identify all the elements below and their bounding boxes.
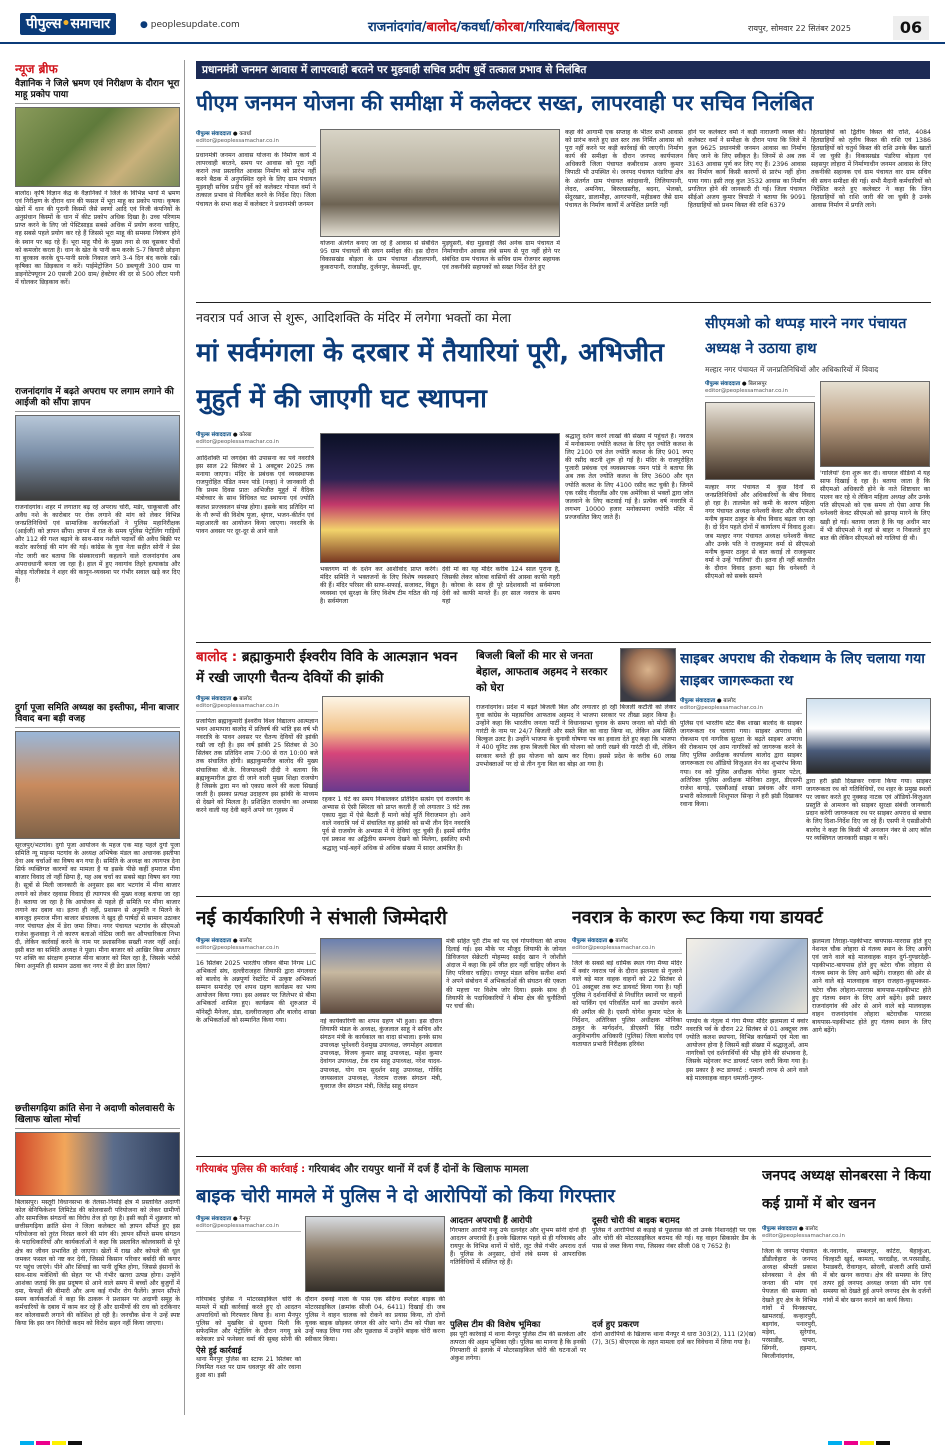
region-gariaband: गरियाबंद: [528, 20, 570, 35]
story6-byline: पीपुल्स संवाददाता ● बालोद editor@peoplessamachar.co.in: [680, 698, 802, 716]
news-brief-sidebar: [15, 60, 185, 1415]
story9-kicker-text: गरियाबंद और रायपुर थानों में दर्ज हैं दोनों के खिलाफ मामला: [308, 1164, 529, 1175]
story9-col-4b: दोनों आरोपियों के खिलाफ थाना मैनपुर में धारा 303(2), 111 (2)(ख)(7), 3(5) बीएनएस के तहत मामला दर्ज कर विवेचना में लिया गया है।: [592, 1331, 756, 1347]
brief-4-headline: छत्तीसगढ़िया क्रांति सेना ने अदाणी कोलवासरी के खिलाफ खोला मोर्चा: [15, 1104, 180, 1129]
story4-byline-name: पीपुल्स संवाददाता: [196, 696, 232, 702]
story3-photo-officials: [820, 381, 930, 467]
region-bilaspur: बिलासपुर: [574, 20, 620, 35]
story8-photo-route: [686, 938, 808, 1014]
region-strip: राजनांदगांव/बालोद/कवर्धा/कोरबा/गरियाबंद/बिलासपुर: [368, 20, 620, 35]
globe-icon: ●: [140, 20, 148, 30]
story5-photo-portrait: [620, 648, 676, 702]
story7-headline: नई कार्यकारिणी ने संभाली जिम्मेदारी: [196, 907, 447, 929]
swatch-yellow-2: [860, 1441, 874, 1445]
story4-byline-place: बालोद: [239, 696, 252, 702]
swatch-black: [68, 1441, 82, 1445]
swatch-magenta: [36, 1441, 50, 1445]
lead-bottom-rule: [196, 302, 931, 303]
region-rajnandgaon: राजनांदगांव: [368, 20, 422, 35]
website-label: [140, 20, 240, 30]
brief-1-headline: वैज्ञानिक ने जिले भ्रमण एवं निरीक्षण के दौरान भूरा माहू प्रकोप पाया: [15, 79, 180, 104]
lead-col-1: प्रधानमंत्री जनमन आवास योजना के निर्माण कार्य में लापरवाही बरतने, समय पर आवास को पूरा नहीं कराने तथा प्रस्तावित आवास निर्माण को प्रारंभ नहीं करने बैठक में अनुपस्थित रहने के लिए ग्राम पंचायत मुड़वाही सचिव प्रदीप धुर्वे को कलेक्टर गोपाल वर्मा ने तत्काल प्रभाव से निलंबित करने के निर्देश दिए। जिला पंचायत के सभा कक्ष में कलेक्टर ने प्रधानमंत्री जनमन: [196, 152, 316, 208]
story4-col-2: रहकर 1 घंटे का समय निकालकर प्रतिदिन सत्संग एवं राजयोग के अभ्यास से ऐसी स्थिरता को प्राप्त करती हैं जो लगातार 3 घंटे तक एकाग्र मुद्रा में ऐसे बैठती हैं मानो कोई मूर्ति विराजमान हो। आने वाले नवरात्रि पर्व में संचालित यह झांकी को सभी तीन दिन नवरात्रि पूर्व से राजयोग के अभ्यास में ये देवियां जुट चुकी हैं। इसमें संगीत एवं प्रकाश का अद्वितीय समन्वय देखने को मिलेगा, इसलिए सभी श्रद्धालु भाई-बहनें अधिक से अधिक संख्या में सादर आमंत्रित हैं।: [322, 796, 470, 852]
story9-col-2: दौरान दबनई नाला के पास एक संदिग्ध स्प्लेंडर बाइक की मोटरसाइकिल (क्रमांक सीजी 04, 6411) दिखाई दी। जब पुलिस ने वाहन चालक को रोकने का प्रयास किया, तो दोनों युवक बाइक छोड़कर जंगल की ओर भागे। टीम को पीछा कर उन्हें पकड़ लिया गया और पूछताछ में उन्होंने बाइक चोरी करना स्वीकार किया।: [305, 1296, 445, 1344]
swatch-black-2: [876, 1441, 890, 1445]
story3-headline: सीएमओ को थप्पड़ मारने नगर पंचायत अध्यक्ष ने उठाया हाथ: [705, 316, 907, 357]
story2-byline-email: editor@peoplessamachar.co.in: [196, 439, 279, 445]
lead-byline-name: पीपुल्स संवाददाता: [196, 131, 232, 137]
story9-col-4: पुलिस ने आरोपियों से कड़ाई से पूछताछ की तो उनके निशानदेही पर एक और चोरी की मोटरसाइकिल बरामद की गई। यह वाहन सिकासेर डैम के पास से जब्त किया गया, जिसका नंबर सीजी 08 ए 7652 है।: [592, 1227, 756, 1251]
story9-byline-name: पीपुल्स संवाददाता: [196, 1216, 232, 1222]
story2-col-3: देवी मां का यह मंदिर करीब 124 साल पुराना है, जिसकी लेकर कोरबा वासियों की आस्था काफी गहरी है। कोरबा के साथ ही पूरे प्रदेशवासी मां सर्वमंगला देवी को काफी मानते हैं। हर साल नवरात्र के समय यहां: [442, 566, 560, 606]
brief-2-photo: [15, 415, 180, 501]
story4-headline-text: ब्रह्माकुमारी ईश्वरीय विवि के आत्मज्ञान भवन में रखी जाएगी चैतन्य देवियों की झांकी: [196, 649, 458, 686]
story4-byline-email: editor@peoplessamachar.co.in: [196, 703, 279, 709]
story9-col-1b: थाना मैनपुर पुलिस का स्टाफ 21 सितंबर को नियमित गश्त पर ग्राम धवलपुर की ओर रवाना हुआ था। इसी: [196, 1356, 301, 1380]
story3-subhead: मल्हार नगर पंचायत में जनप्रतिनिधियों और अधिकारियों में विवाद: [705, 365, 879, 374]
brief-4-body: बिलासपुर। मस्तूरी विधानसभा के तेलसा-निर्माई क्षेत्र में प्रस्तावित अदाणी कोल बेनिफिकेशन लिमिटेड की कोलवासरी परियोजना को लेकर ग्रामीणों और सामाजिक संगठनों का विरोध तेज हो रहा है। इसी कड़ी में शुक्रवार को छत्तीसगढ़िया क्रांति सेना ने जिला कलेक्टर को ज्ञापन सौंपते हुए इस परियोजना को तुरंत निरस्त करने की मांग की। ज्ञापन सौंपते समय संगठन के पदाधिकारियों और कार्यकर्ताओं ने कहा कि प्रस्तावित कोलवासरी से पूरे क्षेत्र का जीवन प्रभावित हो जाएगा। खेतों में राख और कोयले की धूल जमकर फसल को नष्ट कर देगी, जिससे किसान परिवार बर्बादी की कगार पर पहुंच जाएंगे। पीने और सिंचाई का पानी दूषित होगा, जिससे इंसानों के साथ-साथ मवेशियों की सेहत पर भी गंभीर खतरा उत्पन्न होगा। उन्होंने आशंका जताई कि इस प्रदूषण से आने वाले समय में बच्चों और बुजुर्गों में दमा, फेफड़ों की बीमारी और अन्य कई गंभीर रोग फैलेंगे। ज्ञापन सौंपते समय कार्यकर्ताओं ने कहा कि ठाकरू ने प्रशासन पर अदाणी समूह के कर्मचारियों के दबाव में काम कर रहे हैं और ग्रामीणों की राय को दरकिनार कर कोलवासरी लगाने की कोशिश हो रही है। जनचौक सेना ने उन्हें स्पष्ट किया कि इस जन विरोधी कदम को विरोध सहन नहीं किया जाएगा।: [15, 1199, 180, 1328]
page-number: 06: [893, 16, 929, 40]
story3-byline-name: पीपुल्स संवाददाता: [705, 381, 741, 387]
story4-byline: पीपुल्स संवाददाता ● बालोद editor@peoplessamachar.co.in: [196, 696, 318, 714]
story8-headline: नवरात्र के कारण रूट किया गया डायवर्ट: [572, 908, 823, 928]
story2-byline-place: कोरबा: [239, 432, 252, 438]
lead-col-5: होने पर कलेक्टर वर्मा ने कड़ी नाराजगी व्यक्त की। कलेक्टर वर्मा ने समीक्षा के दौरान पाया कि जिले में कुल 9625 प्रधानमंत्री जनमन आवास का निर्माण किए जाने के लिए स्वीकृत है। जिनमें से अब तक 3163 आवास पूर्ण कर लिए गए हैं। 2396 आवास का निर्माण कार्य किसी कारणों से प्रारंभ नहीं होना पाया गया। इसी तरह कुल 3532 आवास का निर्माण प्रगतिरत होने की जानकारी दी गई। जिला पंचायत सीईओ अजय कुमार त्रिपाठी ने बताया कि 9091 हितग्राहियों को प्रथम किस्त की राशि 6379: [688, 129, 806, 209]
lead-kicker-text: प्रधानमंत्री जनमन आवास में लापरवाही बरतने पर मुड़वाही सचिव प्रदीप धुर्वे तत्काल प्रभाव से निलंबित: [202, 64, 587, 76]
story3-photo-office: [705, 402, 815, 480]
story9-sub5: दर्ज हुए प्रकरण: [592, 1320, 639, 1330]
brief-3-body: सूरजपुर/भटगांव। दुर्गा पूजा आयोजन के महज एक माह पहले दुर्गा पूजा समिति न्यू माइन्स पटगांव के अध्यक्ष अभिषेक मंडल का अचानक इस्तीफा देना अब चर्चाओं का विषय बन गया है। समिति के अध्यक्ष का त्यागपत्र देना सिर्फ व्यक्तिगत कारणों का मामला है या इसके पीछे कहीं हमराज मीना बाजार विवाद तो नहीं छिपा है, यह अब चर्चा का सबसे बड़ा विषय बन गया है। सूत्रों से मिली जानकारी के अनुसार इस बार भटगांव में मीना बाजार लगाने को लेकर रहवास विवाद ही त्यागपत्र की मुख्य वजह बताया जा रहा है। बताया जा रहा है कि आयोजन से पहले ही समिति पर मीना बाजार लगाने का दबाव था। इतना ही नहीं, प्रशासन से अनुमति न मिलने के बावजूद हमराज मीना बाजार संचालक ने खुद ही पार्षदों से सामान उठाकर नगर पंचायत क्षेत्र में डेरा जमा लिया। नगर पंचायत भटगांव के सीएमओ राजेश कुशवाहा ने तो कारण बताओ नोटिस जारी कर औपचारिकता निभा दी, लेकिन कार्रवाई करने के नाम पर प्रशासनिक सख्ती नजर नहीं आई। इसी बात का समिति अध्यक्ष ने पूछा। मीना बाजार को आखिर किस आधार पर शक्ति का संरक्षण हमराज मीना बाजार को मिल रहा है, जिसके भरोसे बिना अनुमति ही सामान उठवा कर नगर में ही डेरा डाल दिया?: [15, 842, 180, 971]
story9-headline: बाइक चोरी मामले में पुलिस ने दो आरोपियों को किया गिरफ्तार: [196, 1186, 615, 1207]
story7-col-1: 16 सितंबर 2025 भारतीय जीवन बीमा निगम LIC अभिकर्ता संघ, दल्लीराजहरा लियाफी द्वारा मंगलवार को बालोद के अन्नपूर्णा रेस्टोरेंट में उत्कृष्ट अभिकर्ता सम्मान समारोह एवं शपथ ग्रहण कार्यक्रम का भव्य आयोजन किया गया। इस अवसर पर जिलेभर से बीमा अभिकर्ता शामिल हुए। कार्यक्रम की शुरुआत में मॉनेस्ट्री मैनेजर, डंडा, दल्लीराजहरा और बालोद शाखा के अभिकर्ताओं को सम्मानित किया गया।: [196, 960, 316, 1024]
story2-col-4: श्रद्धालु दर्शन करने लाखों की संख्या में पहुंचते हैं। नवरात्र में मनोकामना ज्योति कलश के लिए घृत ज्योति कलश के लिए 2100 एवं तेल ज्योति कलश के लिए 901 रुपए की रसीद कटनी शुरू हो गई है। मंदिर के राजपुरोहित पुजारी प्रबंधक एवं व्यवस्थापक नमन पांडे ने बताया कि अब तक तेल ज्योति कलश के लिए 3600 और घृत ज्योति कलश के लिए 4100 रसीद कट चुकी है। जिनमें एक रसीद नीदरलैंड और एक अमेरिका से भक्तों द्वारा जोत जलवाने के लिए कटवाई गई है। प्रत्येक वर्ष नवरात्रि में लगभग 10000 हजार मनोकामना ज्योति मंदिर में प्रज्जवलित किए जाते हैं।: [565, 433, 693, 521]
brief-1-photo: [15, 107, 180, 187]
story9-col-1-wrap: [196, 1346, 301, 1412]
swatch-cyan: [20, 1441, 34, 1445]
story3-col-1: मल्हार नगर पंचायत में कुछ दिनों से जनप्रतिनिधियों और अधिकारियों के बीच विवाद हो रहा है। तालमेल को कमी के कारण महिला नगर पंचायत अध्यक्ष धनेश्वरी केवट और सीएमओ मनीष कुमार ठाकुर के बीच विवाद बढ़ता जा रहा है। दो दिन पहले दोनों में कार्यालय में विवाद हुआ। जब मल्हार नगर पंचायत अध्यक्ष धनेश्वरी केवट और उनके पति ने राजकुमार वर्मा से सीएमओ मनीष कुमार ठाकुर से बात कराई तो राजकुमार वर्मा ने उन्हें 'गालियां' दी। इतना ही नहीं बातचीत के दौरान विवाद इतना बढ़ा कि धनेश्वरी ने सीएमओ को सबके सामने: [705, 484, 815, 581]
story9-col-3b: इस पूरी कार्रवाई में थाना मैनपुर पुलिस टीम की सतर्कता और तत्परता की अहम भूमिका रही। पुलिस का मानना है कि इनकी गिरफ्तारी से इलाके में मोटरसाइकिल चोरी की घटनाओं पर अंकुश लगेगा।: [450, 1331, 586, 1363]
brand-left: पीपुल्स: [26, 16, 62, 32]
story3-byline-place: बिलासपुर: [748, 381, 767, 387]
story9-photo-accused: [305, 1216, 445, 1292]
news-brief-label: न्यूज ब्रीफ: [15, 62, 58, 76]
story9-sub2: आदतन अपराधी हैं आरोपी: [450, 1216, 532, 1226]
story3-col-2: 'गालियां' देना शुरू कर दी। वायरल वीडियो में यह साफ दिखाई दे रहा है। बताया जाता है कि सीएमओ अधिकारी होने के नाते शिष्टाचार का पालन कर रहे थे लेकिन महिला अध्यक्ष और उनके पति सीएमओ को एक समय तो ऐसा आया कि धनेश्वरी केवट सीएमओ को झापड़ मारने के लिए खड़ी हो गई। बताया जाता है कि यह अधीन मार में भी सीएमओ ने वहां से बाहर न निकलते हुए बात की लेकिन सीएमओ को गालियां दी थी।: [820, 470, 930, 542]
story4-tag: बालोद :: [196, 649, 238, 665]
story9-byline-place: गैनपुर: [239, 1216, 251, 1222]
story9-kicker-tag: गरियाबंद पुलिस की कार्रवाई :: [196, 1164, 306, 1175]
lead-col-6: हितग्राहियों को द्वितीय किस्त की राशि, 4084 हितग्राहियों को तृतीय किस्त की राशि एवं 1386 हितग्राहियों को चतुर्थ किस्त की राशि उनके बैंक खातों में जा चुकी है। विकासखंड पंडरिया बोड़ला एवं सहसपुर लोहारा में निर्माणाधीन जनमन आवास के लिए तकनीकी सहायक एवं ग्राम पंचायत वार ग्राम सचिव की सघन समीक्षा की गई। सभी मैदानी कर्मचारियों को निर्देशित करते हुए कलेक्टर ने कहा कि जिन हितग्राहियों को राशि जारी की जा चुकी है उनके आवास निर्माण में प्रगति लाने।: [811, 129, 931, 209]
region-kawardha: कवर्धा: [461, 20, 490, 35]
lead-kicker: [196, 61, 930, 79]
story6-byline-place: बालोद: [723, 698, 736, 704]
brand-sep: •: [61, 16, 71, 32]
story10-col-2: के.नवागांव, सम्बलपुर, कोटेरा, बैहाकुंआ, चिल्हाटी खुर्द, कामता, फरदडीह, ज.परसाडीह, रैमाडबरी, रीवागहन, सोरली, संजारी आदि ग्रामों में बोर खनन कराया। क्षेत्र की समस्या के लिए तत्पर हुई जनपद अध्यक्ष जनता की मांग एवं समस्या को देखते हुई अपने जनपद क्षेत्र के दर्जनों गांवों में बोर खनन कराने का कार्य किया।: [823, 1248, 931, 1304]
brand-logo: [20, 13, 116, 35]
masthead: [0, 0, 945, 44]
story9-col-3: गिरफ्तार आरोपी नन्हू उर्फ दलनेहर और शुभम सोनी दोनों ही आदतन अपराधी हैं। इनके खिलाफ पहले से ही गरियाबंद और रायपुर के विभिन्न थानों में चोरी, लूट जैसे गंभीर अपराध दर्ज हैं। पुलिस के अनुसार, दोनों लंबे समय से आपराधिक गतिविधियों में संलिप्त रहे हैं।: [450, 1227, 586, 1267]
story7-byline: पीपुल्स संवाददाता ● बालोद editor@peoplessamachar.co.in: [196, 938, 316, 956]
story8-col-3: झलमला तिराहा-पड़कीभाट बायपास-पाररास होते हुए नेशनल चौक लोहारा से गंतव्य स्थान के लिए आवेंगे एवं जाने वाले बड़े मालवाहक वाहन दुर्ग-गुण्डरदेही-पड़कीभाट-बायपास होते हुए बटेरा चौक लोहारा से गंतव्य स्थान के लिए आगे बढ़ेंगे। राजहरा की ओर से आने वाले बड़े मालवाहक वाहन राजहरा-कुसुमकसा-चटेरा चौक लोहारा-पाररास बायपास-पड़कीभाट होते हुए गंतव्य स्थान के लिए आगे बढ़ेंगे। इसी प्रकार राजनांदगांव की ओर से आने वाले बड़े मालवाहक वाहन राजनांदगांव लोहारा बटेराचौक पाररास बायपास-पड़कीभाट होते हुए गंतव्य स्थान के लिए आगे बढ़ेंगे।: [812, 938, 931, 1035]
lead-col-3: मुड़घुसरी, बेंदा मुड़वाही जैसे अनेक ग्राम पंचायत में निर्माणाधीन आवास लंबे समय से पूरा नहीं होने पर संबंधित ग्राम पंचायत के सचिव ग्राम रोजगार सहायक एवं तकनीकी सहायकों को सख्त निर्देश देते हुए: [442, 240, 560, 272]
story9-col-4-wrap: [592, 1216, 756, 1403]
story9-kicker: [196, 1162, 756, 1178]
story8-byline-name: पीपुल्स संवाददाता: [572, 938, 608, 944]
story6-byline-name: पीपुल्स संवाददाता: [680, 698, 716, 704]
story5-col-1: राजनांदगांव। प्रदेश में बढ़ते बिजली बिल और लगातार हो रही बिजली कटौती को लेकर युवा कांग्रेस के महासचिव आफताब अहमद ने भाजपा सरकार पर तीखा प्रहार किया है। उन्होंने कहा कि भारतीय जनता पार्टी ने विधानसभा चुनाव के समय जनता को मोदी की गारंटी के नाम पर 24/7 बिजली और सस्ते बिल का वादा किया था, लेकिन अब स्थिति बिल्कुल उलट है। उन्होंने भाजपा के चुनावी घोषणा पत्र का हवाला देते हुए कहा कि भाजपा ने 400 यूनिट तक हाफ बिजली बिल की योजना को जारी रखने की गारंटी दी थी, लेकिन सरकार बनते ही इस योजना को खत्म कर दिया। इससे प्रदेश के करीब 60 लाख उपभोक्ताओं पर दो से तीन गुना बिल का बोझ आ गया है।: [476, 704, 676, 768]
color-registration-right: [828, 1432, 892, 1445]
lead-photo-meeting: [320, 129, 560, 237]
story10-byline-email: editor@peoplessamachar.co.in: [762, 1233, 845, 1239]
lead-col-2: योजना अंतर्गत बनाए जा रहे हैं आवास से संबंधित 95 ग्राम पंचायतों की सघन समीक्षा की। इस दौरान विकासखंड बोड़ला के ग्राम पंचायत शीतलपानी, कुकरापानी, राजाडीह, दुर्जनपुर, केसमर्दी, छूर,: [320, 240, 438, 272]
story9-byline: पीपुल्स संवाददाता ● गैनपुर editor@peoplessamachar.co.in: [196, 1216, 301, 1234]
lead-col-4: कहा की आगामी एक सप्ताह के भीतर सभी आवास को प्रारंभ करते हुए छत स्तर तक निर्मित आवास को पूरा नहीं करने पर कड़ी कार्रवाई की जाएगी। निर्माण कार्य की समीक्षा के दौरान जनपद कार्यपालन अधिकारी जिला पंचायत कबीरधाम अजय कुमार त्रिपाठी भी उपस्थित थे। जनपद पंचायत पंडरिया क्षेत्र के अंतर्गत ग्राम पंचायत कांदावानी, तिलियापानी, लेदरा, अमनिया, बिरुलडस्तीह, बदना, भेलको, सेंदुरखार, डालामौहा, आगरपानी, महीडबरा जैसे ग्राम पंचायत के निर्माण कार्यों में अपेक्षित प्रगति नहीं: [565, 129, 683, 209]
brief-1-body: बालोद। कृषि विज्ञान केंद्र के वैज्ञानिकों ने जिले के विभिन्न भागों में भ्रमण एवं निरीक्षण के दौरान धान की फसल में भूरा माहू का प्रकोप पाया। कृषक खेतों में धान की पुरानी किस्मों जैसे स्वर्णा आदि एवं निजी कंपनियों के अनुसंधान किस्मों के धान में कीट प्रकोप अधिक दिखा है। उच्च परिणाम प्राप्त करने के लिए जो पेस्टिसाइड सबसे अधिक में प्रयोग करना चाहिए, वह सबसे पहले प्रयोग कर रहे हैं जिससे भूरा माहू की समस्या नियंत्रण होने के स्थान पर बढ़ रहे हैं। भूरा माहू पौधे के मुख्य तना से रस चूसकर पौधों को कमजोर करता है। धान के खेत के पानी कम करके 5-7 कियारी छोड़ना या बुरकाव करके धूप-पानी सरके निकाल जाने 3-4 दिन बंद करके रखें। कृषिका का छिड़काव न करें। पाईमेट्रोजिन 50 डब्ल्यूजी 300 ग्राम या डाइनोटेफ्यूरान 20 एसजी 200 ग्राम/ हेक्टेयर की दर से 500 लीटर पानी में घोलकर छिड़काव करें।: [15, 190, 180, 287]
story9-col-3-wrap: [450, 1216, 586, 1411]
story2-headline: मां सर्वमंगला के दरबार में तैयारियां पूरी, अभिजीत मुहुर्त में की जाएगी घट स्थापना: [196, 338, 664, 414]
dateline: रायपुर, सोमवार 22 सितंबर 2025: [748, 24, 851, 33]
region-balod: बालोद: [426, 20, 457, 35]
story7-col-3: मंत्री सहित पूरी टीम को पद एवं गोपनीयता की शपथ दिलाई गई। इस मौके पर मौजूद लियाफी के जोनल डिविजनल सेक्रेटरी मोहम्मद साईद खान ने जोशीले अंदाज में कहा कि हमें जीत हार नहीं चाहिए जीवन के लिए परिवार चाहिए। रायपुर मंडल सचिव सतीश शर्मा ने अपने संबोधन में अभिकर्ताओं की संघठन की एकता की महत्ता पर विशेष जोर दिया। इसके साथ ही लियाफी के पदाधिकारियों ने बीमा क्षेत्र की चुनौतियों पर चर्चा की।: [446, 938, 566, 1010]
story7-byline-place: बालोद: [239, 938, 252, 944]
story2-byline-name: पीपुल्स संवाददाता: [196, 432, 232, 438]
story6-photo-rath: [806, 698, 931, 774]
story10-byline-name: पीपुल्स संवाददाता: [762, 1226, 798, 1232]
story2-kicker: नवरात्र पर्व आज से शुरू, आदिशक्ति के मंदिर में लगेगा भक्तों का मेला: [196, 310, 511, 325]
story2-col-2: भक्तगण मां के दर्शन कर आशीर्वाद प्राप्त करेंगे। मंदिर समिति ने भक्तजनों के लिए विशेष व्यवस्थाएं की हैं। मंदिर परिसर की साफ-सफाई, सजावट, विद्युत व्यवस्था एवं सुरक्षा के लिए विशेष टीम गठित की गई है। सर्वमंगला: [320, 566, 438, 606]
lead-byline-email: editor@peoplessamachar.co.in: [196, 138, 279, 144]
story2-photo-temple: [320, 433, 560, 563]
lead-headline: पीएम जनमन योजना की समीक्षा में कलेक्टर सख्त, लापरवाही पर सचिव निलंबित: [196, 91, 814, 115]
region-korba: कोरबा: [494, 20, 524, 35]
story8-col-2: पाण्डेय के नेतृत्व में गंगा मैय्या मंदिर झलमला में क्वांर नवरात्रि पर्व के दौरान 22 सितंबर से 01 अक्टूबर तक ज्योति कलश स्थापना, विभिन्न कार्यक्रमों एवं मेला का आयोजन होना है जिसमें बड़ी संख्या में श्रद्धालुओं, आम नागरिकों एवं दर्शनार्थियों की भीड़ होने की संभावना है, जिसके मद्देनजर रूट डायवर्ट प्लान जारी किया गया है। इस प्रकार है रूट डायवर्ट : धमतरी तरफ से आने वाले बड़े मालवाहक वाहन धमतरी-गुरूर-: [686, 1018, 808, 1082]
color-registration-left: [20, 1432, 84, 1445]
mid-rule-3: [196, 1156, 931, 1157]
story9-col-1: गरियाबंद पुलिस ने मोटरसाइकिल चोरी के मामले में बड़ी कार्रवाई करते हुए दो आदतन अपराधियों को गिरफ्तार किया है। थाना मैनपुर पुलिस को मुखबिर से सूचना मिली कि सफेदमिल और पेट्रोलिंग के दौरान नगयू डबे करेबजर डभे फनेस्वर वर्मा की सुबह सोनी की: [196, 1296, 301, 1344]
story8-byline: पीपुल्स संवाददाता ● बालोद editor@peoplessamachar.co.in: [572, 938, 682, 956]
story9-sub1: ऐसे हुई कार्रवाई: [196, 1346, 242, 1355]
brand-right: समाचार: [70, 16, 111, 32]
swatch-yellow: [52, 1441, 66, 1445]
story6-byline-email: editor@peoplessamachar.co.in: [680, 705, 763, 711]
story8-byline-email: editor@peoplessamachar.co.in: [572, 945, 655, 951]
story9-sub3: पुलिस टीम की विशेष भूमिका: [450, 1320, 541, 1330]
story5-headline: बिजली बिलों की मार से जनता बेहाल, आफताब अहमद ने सरकार को घेरा: [476, 650, 608, 694]
website-url: peoplesupdate.com: [150, 20, 240, 30]
story4-col-1: प्रजापिता ब्रह्माकुमारी ईश्वरीय विश्व विद्यालय आत्मज्ञान भवन आमापारा बालोद में प्रतिवर्ष की भांति इस वर्ष भी नवरात्रि के पावन अवसर पर चैतन्य देवियों की झांकी रखी जा रही है। इस वर्ष झांकी 25 सितंबर से 30 सितंबर तक प्रतिदिन शाम 7:00 से रात 10:00 बजे तक संचालित होगी। ब्रह्माकुमारीज बालोद की मुख्य संचालिका बी.के. विजयलक्ष्मी दीदी ने बताया कि ब्रह्माकुमारीज द्वारा दी जाने वाली मुख्य शिक्षा राजयोग है जिसके द्वारा मन को एकाग्र करने की कला सिखाई जाती है। इसका प्रत्यक्ष उदाहरण इस झांकी के माध्यम से देखने को मिलता है। प्रशिक्षित राजयोग का अभ्यास करने वाली यह देवी बहनें अपने घर गृहस्थ में: [196, 718, 318, 815]
brief-2-headline: राजनांदगांव में बढ़ते अपराध पर लगाम लगाने की आईजी को सौंपा ज्ञापन: [15, 387, 180, 412]
swatch-cyan-2: [828, 1441, 842, 1445]
story6-col-2: द्वारा हरी झंडी दिखाकर रवाना किया गया। साइबर जागरूकता रथ को गतिविधियों, रथ शहर के प्रमुख स्थलों पर जाकर करते हुए नुक्कड़ नाटक एवं ऑडियो-विजुअल प्रस्तुति से आमजन को साइबर सुरक्षा संबंधी जानकारी प्रदान करेगी जागरूकता रथ पर साइबर अपराध से बचाव के लिए दिशा-निर्देश दिए जा रहे हैं। एसपी ने एसडीओपी बालोद ने कहा कि किसी भी अनजान नंबर से आए कॉल पर व्यक्तिगत जानकारी साझा न करें।: [806, 778, 931, 842]
story7-byline-email: editor@peoplessamachar.co.in: [196, 945, 279, 951]
story4-headline: [196, 647, 466, 691]
story10-col-1: जिला के जनपद पंचायत डौंडीलोहारा के जनपद अध्यक्ष श्रीमती प्रकाश सोनबरसा ने क्षेत्र की जनता की मांग एवं पेयजल की समस्या को देखते हुए क्षेत्र के विभिन्न गांवों में पिनकापार, खामतराई, कन्हारपुरी, बड़गांव, पनारपुरी, मड़ेवा, सुरेगांव, परसाडीह, पापरा, सिंगनी, हड़मान, बिरजीनांदगांव,: [762, 1248, 817, 1361]
story8-col-1: जिले के सबसे बड़े धार्मिक स्थल गंगा मैय्या मंदिर में क्वांर नवरात्र पर्व के दौरान झलमला से गुजरने वाले बड़े माल वाहक वाहनों को 22 सितंबर से 01 अक्टूबर तक रूट डायवर्ट किया गया है। यहीं पुलिस ने दर्शनार्थियों से निर्धारित स्थानों पर वाहनों को पार्किंग एवं परिवर्तित मार्ग का उपयोग करने की अपील की है। एसपी योगेश कुमार पटेल के निर्देशन, अतिरिक्त पुलिस अधीक्षक मोनिका ठाकुर के मार्गदर्शन, डीएसपी सिंह राठौर अनुविभागीय अधिकारी (पुलिस) जिला बालोद एवं यातायात प्रभारी निरीक्षक हरिवंश: [572, 960, 682, 1048]
brief-2-body: राजनांदगांव। शहर में लगातार बढ़ रहे अपराध चोरी, मर्डर, चाकूबाजी और अवैध नशे के कारोबार पर रोक लगाने की मांग को लेकर विभिन्न जनप्रतिनिधियों एवं सामाजिक कार्यकर्ताओं ने पुलिस महानिरीक्षक (आईजी) को ज्ञापन सौंपा। ज्ञापन में रात के समय पुलिस पेट्रोलिंग गाड़ियों और 112 की गश्त बढ़ाने के साथ-साथ नशीले पदार्थों की अवैध बिक्री पर कठोर कार्रवाई की मांग की गई। कांग्रेस के युवा नेता सहीत सोनी ने प्रेस नोट जारी कर बताया कि संस्कारधानी कहलाने वाले राजनांदगांव अब अपराधधानी बनता जा रहा है। हाल में हुए नवागांव तिहरे हत्याकांड और मोहड़ गोलीकांड ने शहर की कानून-व्यवस्था पर गंभीर सवाल खड़े कर दिए हैं।: [15, 504, 180, 584]
swatch-magenta-2: [844, 1441, 858, 1445]
story10-byline-place: बालोद: [805, 1226, 818, 1232]
mid-rule-2: [196, 896, 931, 897]
story7-byline-name: पीपुल्स संवाददाता: [196, 938, 232, 944]
story3-byline-email: editor@peoplessamachar.co.in: [705, 388, 788, 394]
story3-byline: पीपुल्स संवाददाता ● बिलासपुर editor@peoplessamachar.co.in: [705, 381, 815, 399]
story6-col-1: पुलिस एवं भारतीय स्टेट बैंक शाखा बालोद के साइबर जागरूकता रथ चलाया गया। साइबर अपराध की रोकथाम एवं नागरिक सुरक्षा के बढ़ते साइबर अपराध की रोकथाम एवं आम नागरिकों को जागरूक करने के लिए पुलिस अधीक्षक कार्यालय बालोद द्वारा साइबर जागरूकता रथ ऑडियो विजुअल वेन का शुभारंभ किया गया। रथ को पुलिस अधीक्षक योगेश कुमार पटेल, अतिरिक्त पुलिस अधीक्षक मोनिका ठाकुर, डीएसपी राजेश बागड़े, एसबीआई शाखा प्रबंधक और थाना प्रभारी कोतवाली शिशुपाल सिन्हा ने हरी झंडी दिखाकर रवाना किया।: [680, 720, 802, 808]
story6-headline: साइबर अपराध की रोकथाम के लिए चलाया गया साइबर जागरूकता रथ: [680, 651, 925, 689]
brief-3-headline: दुर्गा पूजा समिति अध्यक्ष का इस्तीफा, मीना बाजार विवाद बना बड़ी वजह: [15, 703, 180, 728]
story9-byline-email: editor@peoplessamachar.co.in: [196, 1223, 279, 1229]
story7-col-2: नई कार्यकारिणी का शपथ ग्रहण भी हुआ। इस दौरान लियाफी मंडल के अध्यक्ष, कुंजलाल साहू ने सचिव और संगठन मंत्री के कार्यकाल का वादा संभाला। इनके साथ उपाध्यक्ष भुनेश्वरी देशमुख उपाध्यक्ष, जगमोहन अग्रवाल उपाध्यक्ष, विजय कुमार साहू उपाध्यक्ष, महेश कुमार देवांगन उपाध्यक्ष, टेक राम साहू उपाध्यक्ष, नरेश यादव-उपाध्यक्ष, योग राम सुदर्शन साहू उपाध्यक्ष, गोविंद जायसवाल उपाध्यक्ष, नेतराम राजक संगठन मंत्री, युवराज जैन संगठन मंत्री, जितेंद्र साहू संगठन: [320, 1018, 442, 1090]
story10-headline: जनपद अध्यक्ष सोनबरसा ने किया कई ग्रामों में बोर खनन: [762, 1168, 931, 1212]
story7-photo-group: [320, 938, 442, 1014]
story2-byline: पीपुल्स संवाददाता ● कोरबा editor@peoplessamachar.co.in: [196, 432, 314, 450]
story10-byline: पीपुल्स संवाददाता ● बालोद editor@peoplessamachar.co.in: [762, 1226, 931, 1244]
brief-3-photo: [15, 731, 180, 839]
story4-photo-jhanki: [322, 696, 470, 792]
story2-col-1: आदिशक्ति मां जगदंबा की उपासना का पर्व नवरात्रि इस साल 22 सितंबर से 1 अक्टूबर 2025 तक मनाया जाएगा। मंदिर के प्रबंधक एवं व्यवस्थापक राजपुरोहित पंडित नमन पांडे (नन्हा) ने जानकारी दी कि प्रथम दिवस प्रातः अभिजीत मुहूर्त में वैदिक मंत्रोच्चार के साथ विधिवत घट स्थापना एवं ज्योति कलश प्रज्जवलन संपन्न होगा। इसके बाद प्रतिदिन मां के नौ रूपों की विशेष पूजा, श्रृंगार, भजन-कीर्तन एवं महाआरती का आयोजन किया जाएगा। नवरात्रि के पावन अवसर पर दूर-दूर से आने वाले: [196, 455, 314, 535]
mid-rule-1: [196, 642, 931, 643]
lead-byline-place: कवर्धा: [239, 131, 252, 137]
lead-byline: पीपुल्स संवाददाता ● कवर्धा editor@peoplessamachar.co.in: [196, 131, 316, 149]
brief-4-photo: [15, 1132, 180, 1196]
story8-byline-place: बालोद: [615, 938, 628, 944]
story9-sub4: दूसरी चोरी की बाइक बरामद: [592, 1216, 680, 1226]
